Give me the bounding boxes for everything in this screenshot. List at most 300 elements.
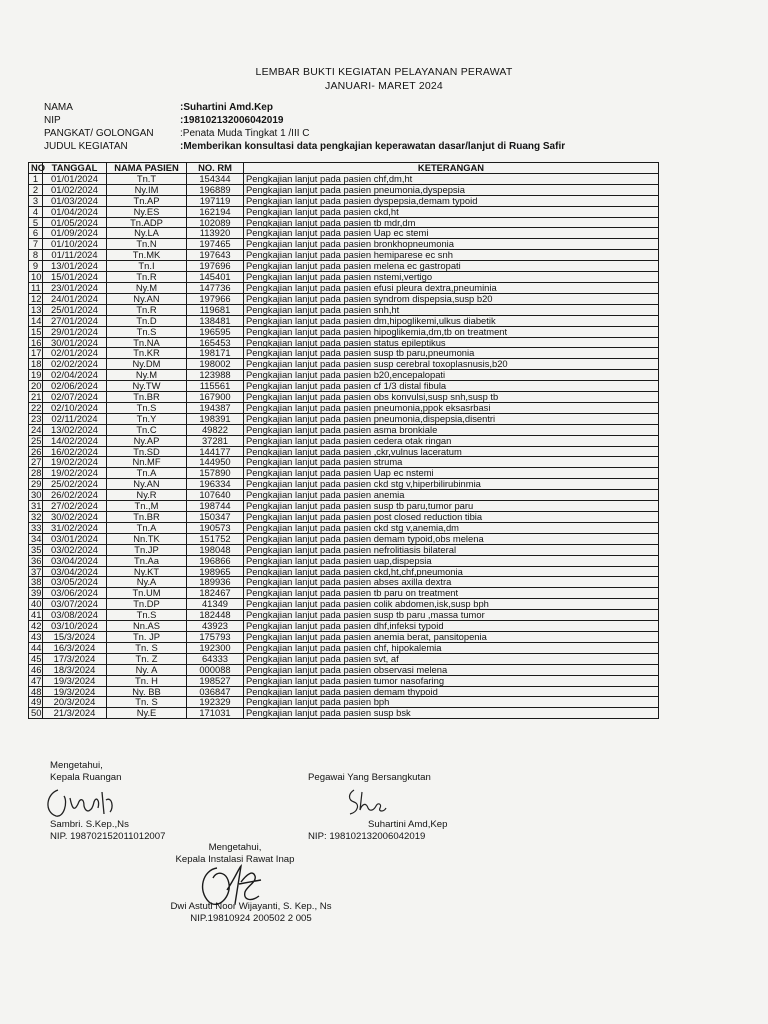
cell-nama-pasien: Nn.MF bbox=[107, 457, 187, 468]
cell-no-rm: 196889 bbox=[187, 184, 244, 195]
cell-nama-pasien: Tn.KR bbox=[107, 348, 187, 359]
signer-name: Suhartini Amd,Kep bbox=[368, 819, 448, 830]
signature-block-kepala-ruangan bbox=[50, 760, 121, 783]
cell-nama-pasien: Ny.DM bbox=[107, 359, 187, 370]
cell-no: 36 bbox=[29, 555, 43, 566]
cell-keterangan: Pengkajian lanjut pada pasien cedera otak ringan bbox=[244, 435, 659, 446]
cell-no: 39 bbox=[29, 588, 43, 599]
cell-no: 9 bbox=[29, 261, 43, 272]
cell-no: 47 bbox=[29, 675, 43, 686]
table-row bbox=[29, 490, 659, 501]
document-period: JANUARI- MARET 2024 bbox=[325, 80, 443, 92]
table-row bbox=[29, 173, 659, 184]
cell-keterangan: Pengkajian lanjut pada pasien anemia berat, pansitopenia bbox=[244, 631, 659, 642]
cell-tanggal: 25/02/2024 bbox=[43, 479, 107, 490]
cell-tanggal: 01/10/2024 bbox=[43, 239, 107, 250]
meta-row-pangkat bbox=[44, 127, 565, 140]
cell-no-rm: 150347 bbox=[187, 512, 244, 523]
cell-no-rm: 113920 bbox=[187, 228, 244, 239]
activity-table bbox=[28, 162, 659, 719]
cell-nama-pasien: Tn.A bbox=[107, 522, 187, 533]
cell-nama-pasien: Tn.AP bbox=[107, 195, 187, 206]
position-title: Kepala Instalasi Rawat Inap bbox=[175, 853, 295, 865]
table-row bbox=[29, 272, 659, 283]
cell-tanggal: 03/01/2024 bbox=[43, 533, 107, 544]
column-header-keterangan: KETERANGAN bbox=[244, 163, 659, 174]
cell-keterangan: Pengkajian lanjut pada pasien dm,hipoglikemi,ulkus diabetik bbox=[244, 315, 659, 326]
cell-nama-pasien: Ny.LA bbox=[107, 228, 187, 239]
cell-no: 20 bbox=[29, 381, 43, 392]
cell-no: 13 bbox=[29, 304, 43, 315]
cell-no: 34 bbox=[29, 533, 43, 544]
cell-no-rm: 102089 bbox=[187, 217, 244, 228]
table-row bbox=[29, 468, 659, 479]
cell-no-rm: 192329 bbox=[187, 697, 244, 708]
cell-tanggal: 01/11/2024 bbox=[43, 250, 107, 261]
table-row bbox=[29, 370, 659, 381]
table-header-row bbox=[29, 163, 659, 174]
cell-no: 32 bbox=[29, 512, 43, 523]
table-row bbox=[29, 621, 659, 632]
cell-keterangan: Pengkajian lanjut pada pasien chf,dm,ht bbox=[244, 173, 659, 184]
cell-no: 37 bbox=[29, 566, 43, 577]
signer-nip: NIP.19810924 200502 2 005 bbox=[190, 912, 312, 924]
position-title: Pegawai Yang Bersangkutan bbox=[308, 772, 431, 783]
cell-tanggal: 17/3/2024 bbox=[43, 653, 107, 664]
cell-no: 45 bbox=[29, 653, 43, 664]
cell-no-rm: 147736 bbox=[187, 282, 244, 293]
table-row bbox=[29, 435, 659, 446]
cell-keterangan: Pengkajian lanjut pada pasien abses axilla dextra bbox=[244, 577, 659, 588]
signature-sambri bbox=[40, 782, 130, 822]
cell-keterangan: Pengkajian lanjut pada pasien obs konvulsi,susp snh,susp tb bbox=[244, 392, 659, 403]
cell-keterangan: Pengkajian lanjut pada pasien pneumonia,dyspepsia bbox=[244, 184, 659, 195]
signature-block-pegawai bbox=[308, 772, 431, 784]
cell-keterangan: Pengkajian lanjut pada pasien tumor nasofaring bbox=[244, 675, 659, 686]
cell-tanggal: 03/06/2024 bbox=[43, 588, 107, 599]
position-title: Kepala Ruangan bbox=[50, 771, 122, 783]
cell-no-rm: 37281 bbox=[187, 435, 244, 446]
cell-no: 28 bbox=[29, 468, 43, 479]
meta-value: :Penata Muda Tingkat 1 /III C bbox=[180, 128, 310, 139]
cell-keterangan: Pengkajian lanjut pada pasien hemiparese ec snh bbox=[244, 250, 659, 261]
cell-no: 42 bbox=[29, 621, 43, 632]
cell-no-rm: 162194 bbox=[187, 206, 244, 217]
cell-tanggal: 02/07/2024 bbox=[43, 392, 107, 403]
table-row bbox=[29, 206, 659, 217]
column-header-nama-pasien: NAMA PASIEN bbox=[107, 163, 187, 174]
cell-keterangan: Pengkajian lanjut pada pasien colik abdomen,isk,susp bph bbox=[244, 599, 659, 610]
cell-no-rm: 123988 bbox=[187, 370, 244, 381]
table-row bbox=[29, 566, 659, 577]
cell-nama-pasien: Tn.D bbox=[107, 315, 187, 326]
cell-nama-pasien: Tn.BR bbox=[107, 512, 187, 523]
cell-nama-pasien: Ny.R bbox=[107, 490, 187, 501]
cell-no: 33 bbox=[29, 522, 43, 533]
cell-nama-pasien: Ny.M bbox=[107, 282, 187, 293]
cell-nama-pasien: Tn.I bbox=[107, 261, 187, 272]
table-row bbox=[29, 512, 659, 523]
table-row bbox=[29, 479, 659, 490]
cell-no-rm: 198391 bbox=[187, 413, 244, 424]
cell-nama-pasien: Ny.AN bbox=[107, 479, 187, 490]
cell-no-rm: 144950 bbox=[187, 457, 244, 468]
cell-no-rm: 145401 bbox=[187, 272, 244, 283]
cell-no-rm: 198965 bbox=[187, 566, 244, 577]
cell-keterangan: Pengkajian lanjut pada pasien ckd stg v,anemia,dm bbox=[244, 522, 659, 533]
cell-nama-pasien: Ny.E bbox=[107, 708, 187, 719]
cell-no-rm: 196866 bbox=[187, 555, 244, 566]
table-row bbox=[29, 217, 659, 228]
acknowledged-label: Mengetahui, bbox=[208, 842, 262, 853]
cell-tanggal: 03/04/2024 bbox=[43, 555, 107, 566]
cell-nama-pasien: Ny. A bbox=[107, 664, 187, 675]
cell-keterangan: Pengkajian lanjut pada pasien hipoglikemia,dm,tb on treatment bbox=[244, 326, 659, 337]
cell-keterangan: Pengkajian lanjut pada pasien susp tb paru,tumor paru bbox=[244, 501, 659, 512]
cell-no: 8 bbox=[29, 250, 43, 261]
table-row bbox=[29, 282, 659, 293]
document-title: LEMBAR BUKTI KEGIATAN PELAYANAN PERAWAT bbox=[255, 66, 513, 78]
cell-nama-pasien: Tn. JP bbox=[107, 631, 187, 642]
meta-label: NIP bbox=[44, 115, 61, 126]
table-row bbox=[29, 337, 659, 348]
cell-tanggal: 20/3/2024 bbox=[43, 697, 107, 708]
cell-keterangan: Pengkajian lanjut pada pasien Uap ec nstemi bbox=[244, 468, 659, 479]
cell-no: 21 bbox=[29, 392, 43, 403]
cell-nama-pasien: Tn. S bbox=[107, 642, 187, 653]
cell-tanggal: 16/02/2024 bbox=[43, 446, 107, 457]
cell-keterangan: Pengkajian lanjut pada pasien observasi melena bbox=[244, 664, 659, 675]
cell-tanggal: 30/01/2024 bbox=[43, 337, 107, 348]
table-row bbox=[29, 250, 659, 261]
cell-no: 25 bbox=[29, 435, 43, 446]
table-row bbox=[29, 522, 659, 533]
table-row bbox=[29, 610, 659, 621]
meta-value: :Suhartini Amd.Kep bbox=[180, 102, 273, 113]
cell-nama-pasien: Tn.NA bbox=[107, 337, 187, 348]
cell-tanggal: 30/02/2024 bbox=[43, 512, 107, 523]
signature-suhartini bbox=[340, 786, 390, 818]
cell-nama-pasien: Tn.S bbox=[107, 610, 187, 621]
cell-no-rm: 43923 bbox=[187, 621, 244, 632]
signer-details-left bbox=[50, 819, 165, 842]
cell-nama-pasien: Tn. S bbox=[107, 697, 187, 708]
cell-keterangan: Pengkajian lanjut pada pasien susp cerebral toxoplasnusis,b20 bbox=[244, 359, 659, 370]
cell-no-rm: 196334 bbox=[187, 479, 244, 490]
cell-no: 49 bbox=[29, 697, 43, 708]
cell-tanggal: 02/01/2024 bbox=[43, 348, 107, 359]
cell-no-rm: 189936 bbox=[187, 577, 244, 588]
cell-no: 23 bbox=[29, 413, 43, 424]
cell-tanggal: 15/01/2024 bbox=[43, 272, 107, 283]
cell-no: 16 bbox=[29, 337, 43, 348]
cell-no: 1 bbox=[29, 173, 43, 184]
table-row bbox=[29, 293, 659, 304]
cell-tanggal: 19/02/2024 bbox=[43, 468, 107, 479]
cell-nama-pasien: Nn.TK bbox=[107, 533, 187, 544]
table-row bbox=[29, 664, 659, 675]
cell-no-rm: 182467 bbox=[187, 588, 244, 599]
cell-nama-pasien: Tn.JP bbox=[107, 544, 187, 555]
cell-keterangan: Pengkajian lanjut pada pasien efusi pleura dextra,pneuminia bbox=[244, 282, 659, 293]
cell-no: 17 bbox=[29, 348, 43, 359]
cell-no: 35 bbox=[29, 544, 43, 555]
cell-nama-pasien: Tn.A bbox=[107, 468, 187, 479]
cell-nama-pasien: Tn.R bbox=[107, 272, 187, 283]
cell-no-rm: 198171 bbox=[187, 348, 244, 359]
employee-info bbox=[44, 101, 565, 153]
cell-tanggal: 02/10/2024 bbox=[43, 402, 107, 413]
cell-no: 11 bbox=[29, 282, 43, 293]
cell-keterangan: Pengkajian lanjut pada pasien anemia bbox=[244, 490, 659, 501]
table-row bbox=[29, 184, 659, 195]
cell-no-rm: 119681 bbox=[187, 304, 244, 315]
meta-value: :Memberikan konsultasi data pengkajian keperawatan dasar/lanjut di Ruang Safir bbox=[180, 141, 566, 152]
cell-keterangan: Pengkajian lanjut pada pasien dyspepsia,demam typoid bbox=[244, 195, 659, 206]
cell-tanggal: 01/09/2024 bbox=[43, 228, 107, 239]
cell-no: 31 bbox=[29, 501, 43, 512]
cell-tanggal: 15/3/2024 bbox=[43, 631, 107, 642]
cell-nama-pasien: Tn.MK bbox=[107, 250, 187, 261]
cell-keterangan: Pengkajian lanjut pada pasien bph bbox=[244, 697, 659, 708]
cell-tanggal: 01/01/2024 bbox=[43, 173, 107, 184]
cell-nama-pasien: Tn.UM bbox=[107, 588, 187, 599]
cell-no-rm: 198744 bbox=[187, 501, 244, 512]
cell-no-rm: 197966 bbox=[187, 293, 244, 304]
cell-nama-pasien: Tn.N bbox=[107, 239, 187, 250]
cell-tanggal: 13/01/2024 bbox=[43, 261, 107, 272]
cell-keterangan: Pengkajian lanjut pada pasien nstemi,vertigo bbox=[244, 272, 659, 283]
cell-no-rm: 138481 bbox=[187, 315, 244, 326]
cell-nama-pasien: Ny.A bbox=[107, 577, 187, 588]
cell-tanggal: 02/06/2024 bbox=[43, 381, 107, 392]
cell-nama-pasien: Tn.Aa bbox=[107, 555, 187, 566]
cell-nama-pasien: Ny.IM bbox=[107, 184, 187, 195]
cell-nama-pasien: Tn.C bbox=[107, 424, 187, 435]
cell-tanggal: 13/02/2024 bbox=[43, 424, 107, 435]
cell-no: 6 bbox=[29, 228, 43, 239]
cell-tanggal: 19/3/2024 bbox=[43, 686, 107, 697]
table-row bbox=[29, 697, 659, 708]
cell-keterangan: Pengkajian lanjut pada pasien ,ckr,vulnus laceratum bbox=[244, 446, 659, 457]
cell-no-rm: 151752 bbox=[187, 533, 244, 544]
cell-tanggal: 25/01/2024 bbox=[43, 304, 107, 315]
cell-no: 30 bbox=[29, 490, 43, 501]
column-header-no: NO bbox=[29, 163, 43, 174]
table-row bbox=[29, 631, 659, 642]
cell-keterangan: Pengkajian lanjut pada pasien susp tb paru ,massa tumor bbox=[244, 610, 659, 621]
table-row bbox=[29, 228, 659, 239]
meta-value: :198102132006042019 bbox=[180, 115, 284, 126]
cell-keterangan: Pengkajian lanjut pada pasien pneumonia,ppok eksasrbasi bbox=[244, 402, 659, 413]
cell-no-rm: 165453 bbox=[187, 337, 244, 348]
cell-no: 15 bbox=[29, 326, 43, 337]
cell-nama-pasien: Ny.TW bbox=[107, 381, 187, 392]
cell-no-rm: 175793 bbox=[187, 631, 244, 642]
cell-tanggal: 18/3/2024 bbox=[43, 664, 107, 675]
meta-row-judul bbox=[44, 140, 565, 153]
cell-no-rm: 197643 bbox=[187, 250, 244, 261]
cell-nama-pasien: Tn. Z bbox=[107, 653, 187, 664]
table-row bbox=[29, 402, 659, 413]
cell-no-rm: 144177 bbox=[187, 446, 244, 457]
signer-details-center bbox=[126, 901, 376, 924]
cell-keterangan: Pengkajian lanjut pada pasien melena ec gastropati bbox=[244, 261, 659, 272]
cell-keterangan: Pengkajian lanjut pada pasien asma bronkiale bbox=[244, 424, 659, 435]
table-row bbox=[29, 326, 659, 337]
cell-nama-pasien: Tn.BR bbox=[107, 392, 187, 403]
cell-tanggal: 03/05/2024 bbox=[43, 577, 107, 588]
table-row bbox=[29, 599, 659, 610]
cell-no: 43 bbox=[29, 631, 43, 642]
cell-no: 18 bbox=[29, 359, 43, 370]
cell-no-rm: 196595 bbox=[187, 326, 244, 337]
cell-tanggal: 01/04/2024 bbox=[43, 206, 107, 217]
meta-label: PANGKAT/ GOLONGAN bbox=[44, 128, 154, 139]
cell-tanggal: 03/08/2024 bbox=[43, 610, 107, 621]
meta-row-nama bbox=[44, 101, 565, 114]
cell-keterangan: Pengkajian lanjut pada pasien Uap ec stemi bbox=[244, 228, 659, 239]
cell-no-rm: 036847 bbox=[187, 686, 244, 697]
cell-tanggal: 02/02/2024 bbox=[43, 359, 107, 370]
table-row bbox=[29, 653, 659, 664]
table-row bbox=[29, 457, 659, 468]
cell-keterangan: Pengkajian lanjut pada pasien svt, af bbox=[244, 653, 659, 664]
cell-no-rm: 192300 bbox=[187, 642, 244, 653]
table-row bbox=[29, 413, 659, 424]
table-row bbox=[29, 348, 659, 359]
cell-no-rm: 198002 bbox=[187, 359, 244, 370]
cell-no: 12 bbox=[29, 293, 43, 304]
cell-keterangan: Pengkajian lanjut pada pasien b20,encepalopati bbox=[244, 370, 659, 381]
cell-tanggal: 03/04/2024 bbox=[43, 566, 107, 577]
cell-no-rm: 190573 bbox=[187, 522, 244, 533]
cell-keterangan: Pengkajian lanjut pada pasien chf, hipokalemia bbox=[244, 642, 659, 653]
table-row bbox=[29, 533, 659, 544]
cell-nama-pasien: Nn.AS bbox=[107, 621, 187, 632]
cell-no: 44 bbox=[29, 642, 43, 653]
cell-no-rm: 154344 bbox=[187, 173, 244, 184]
cell-keterangan: Pengkajian lanjut pada pasien demam typoid,obs melena bbox=[244, 533, 659, 544]
cell-keterangan: Pengkajian lanjut pada pasien status epileptikus bbox=[244, 337, 659, 348]
cell-keterangan: Pengkajian lanjut pada pasien uap,dispepsia bbox=[244, 555, 659, 566]
cell-keterangan: Pengkajian lanjut pada pasien susp bsk bbox=[244, 708, 659, 719]
cell-no: 40 bbox=[29, 599, 43, 610]
meta-row-nip bbox=[44, 114, 565, 127]
column-header-no-rm: NO. RM bbox=[187, 163, 244, 174]
cell-keterangan: Pengkajian lanjut pada pasien post closed reduction tibia bbox=[244, 512, 659, 523]
cell-tanggal: 02/11/2024 bbox=[43, 413, 107, 424]
cell-nama-pasien: Ny.M bbox=[107, 370, 187, 381]
cell-no: 2 bbox=[29, 184, 43, 195]
cell-no-rm: 115561 bbox=[187, 381, 244, 392]
table-row bbox=[29, 544, 659, 555]
cell-tanggal: 23/01/2024 bbox=[43, 282, 107, 293]
cell-tanggal: 26/02/2024 bbox=[43, 490, 107, 501]
cell-no-rm: 197119 bbox=[187, 195, 244, 206]
cell-keterangan: Pengkajian lanjut pada pasien tb mdr,dm bbox=[244, 217, 659, 228]
cell-no: 48 bbox=[29, 686, 43, 697]
cell-tanggal: 19/3/2024 bbox=[43, 675, 107, 686]
cell-tanggal: 02/04/2024 bbox=[43, 370, 107, 381]
signer-nip: NIP: 198102132006042019 bbox=[308, 830, 426, 842]
cell-keterangan: Pengkajian lanjut pada pasien susp tb paru,pneumonia bbox=[244, 348, 659, 359]
cell-tanggal: 31/02/2024 bbox=[43, 522, 107, 533]
table-body bbox=[29, 173, 659, 718]
meta-label: JUDUL KEGIATAN bbox=[44, 141, 128, 152]
cell-no: 19 bbox=[29, 370, 43, 381]
cell-no: 41 bbox=[29, 610, 43, 621]
table-row bbox=[29, 686, 659, 697]
cell-no-rm: 157890 bbox=[187, 468, 244, 479]
cell-tanggal: 29/01/2024 bbox=[43, 326, 107, 337]
cell-tanggal: 01/03/2024 bbox=[43, 195, 107, 206]
cell-nama-pasien: Tn.Y bbox=[107, 413, 187, 424]
cell-no-rm: 194387 bbox=[187, 402, 244, 413]
table-row bbox=[29, 261, 659, 272]
cell-keterangan: Pengkajian lanjut pada pasien struma bbox=[244, 457, 659, 468]
cell-keterangan: Pengkajian lanjut pada pasien ckd,ht,chf,pneumonia bbox=[244, 566, 659, 577]
table-row bbox=[29, 195, 659, 206]
cell-nama-pasien: Tn.S bbox=[107, 326, 187, 337]
cell-no: 46 bbox=[29, 664, 43, 675]
table-row bbox=[29, 446, 659, 457]
cell-no-rm: 197465 bbox=[187, 239, 244, 250]
cell-keterangan: Pengkajian lanjut pada pasien pneumonia,dispepsia,disentri bbox=[244, 413, 659, 424]
cell-no: 38 bbox=[29, 577, 43, 588]
cell-no-rm: 167900 bbox=[187, 392, 244, 403]
cell-no-rm: 197696 bbox=[187, 261, 244, 272]
cell-no: 4 bbox=[29, 206, 43, 217]
cell-nama-pasien: Tn.,M bbox=[107, 501, 187, 512]
cell-nama-pasien: Tn. H bbox=[107, 675, 187, 686]
cell-nama-pasien: Tn.SD bbox=[107, 446, 187, 457]
table-row bbox=[29, 555, 659, 566]
table-row bbox=[29, 392, 659, 403]
cell-no: 24 bbox=[29, 424, 43, 435]
table-row bbox=[29, 708, 659, 719]
cell-no-rm: 107640 bbox=[187, 490, 244, 501]
cell-no: 26 bbox=[29, 446, 43, 457]
cell-nama-pasien: Ny.KT bbox=[107, 566, 187, 577]
table-row bbox=[29, 642, 659, 653]
cell-no: 14 bbox=[29, 315, 43, 326]
signer-name: Dwi Astuti Noor Wijayanti, S. Kep., Ns bbox=[170, 901, 332, 912]
table-row bbox=[29, 315, 659, 326]
cell-nama-pasien: Ny.AP bbox=[107, 435, 187, 446]
cell-tanggal: 03/07/2024 bbox=[43, 599, 107, 610]
cell-keterangan: Pengkajian lanjut pada pasien snh,ht bbox=[244, 304, 659, 315]
cell-no-rm: 171031 bbox=[187, 708, 244, 719]
cell-tanggal: 19/02/2024 bbox=[43, 457, 107, 468]
table-row bbox=[29, 304, 659, 315]
table-row bbox=[29, 239, 659, 250]
table-row bbox=[29, 424, 659, 435]
cell-nama-pasien: Ny.AN bbox=[107, 293, 187, 304]
cell-no: 7 bbox=[29, 239, 43, 250]
cell-keterangan: Pengkajian lanjut pada pasien tb paru on treatment bbox=[244, 588, 659, 599]
cell-nama-pasien: Ny. BB bbox=[107, 686, 187, 697]
cell-no: 27 bbox=[29, 457, 43, 468]
cell-no: 50 bbox=[29, 708, 43, 719]
cell-keterangan: Pengkajian lanjut pada pasien nefrolitiasis bilateral bbox=[244, 544, 659, 555]
cell-no-rm: 41349 bbox=[187, 599, 244, 610]
cell-no-rm: 198527 bbox=[187, 675, 244, 686]
cell-tanggal: 03/10/2024 bbox=[43, 621, 107, 632]
table-row bbox=[29, 588, 659, 599]
cell-nama-pasien: Tn.ADP bbox=[107, 217, 187, 228]
cell-no: 3 bbox=[29, 195, 43, 206]
